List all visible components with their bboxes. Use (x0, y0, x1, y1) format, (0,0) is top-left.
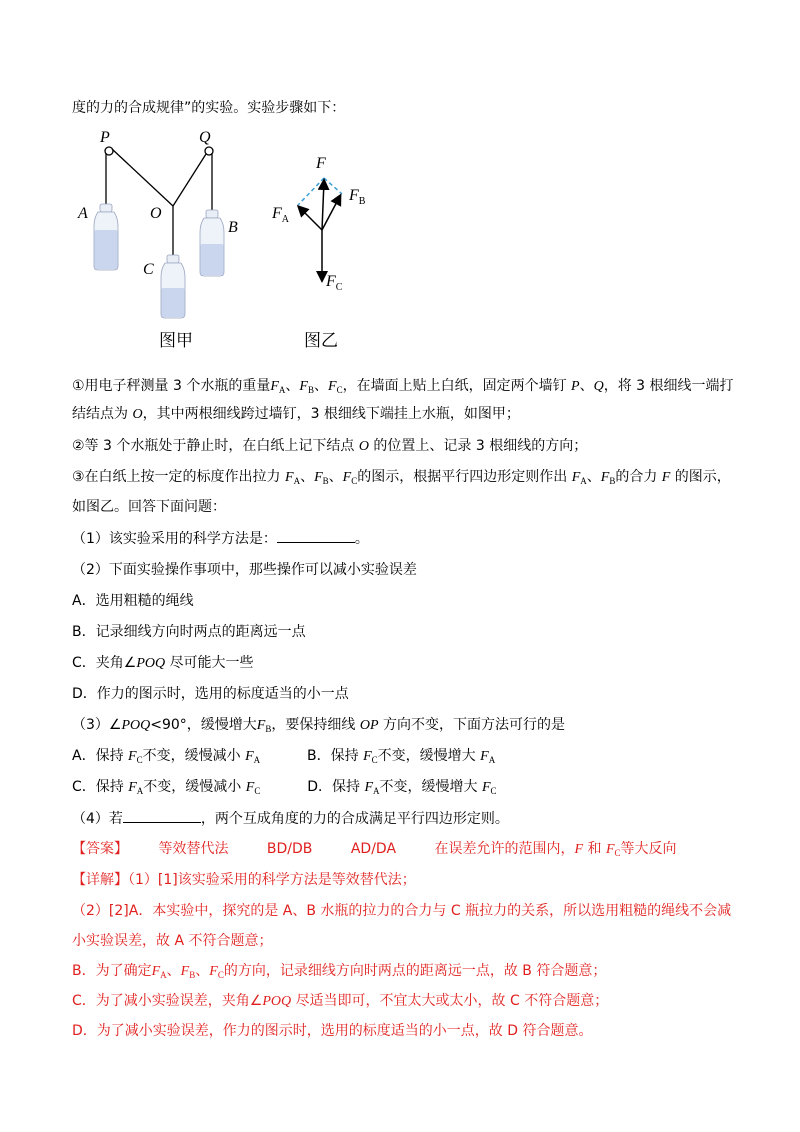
label-c: C (143, 261, 154, 278)
string-qo (173, 154, 206, 206)
options-3-row-1 (72, 746, 495, 770)
bottle-b (200, 210, 224, 276)
option-3d: D．保持 $F_A$不变，缓慢增大 $F_C$ (307, 779, 497, 796)
bottle-a (94, 204, 118, 270)
label-f: F (316, 155, 326, 172)
detail-line-5: C．为了减小实验误差，夹角∠POQ 尽适当即可，不宜太大或太小，故 C 不符合题意； (72, 993, 609, 1009)
caption-jia: 图甲 (159, 331, 193, 351)
step-3-line-1: ③在白纸上按一定的标度作出拉力 $F_A$、$F_B$、$F_C$的图示，根据平行四边形定则作出 $F_A$、$F_B$的合力 F 的图示， (72, 469, 731, 486)
detail-line-3: 小实验误差，故 A 不符合题意； (72, 933, 273, 949)
answer-line: 【答案】 等效替代法 BD/DB AD/DA 在误差允许的范围内，F 和 $F_C$等大反向 (72, 841, 677, 858)
option-2c: C．夹角∠POQ 尽可能大一些 (72, 655, 254, 671)
answer-blank-1[interactable] (277, 528, 355, 543)
vector-fa (299, 207, 322, 230)
step-3-line-2: 如图乙。回答下面问题： (72, 499, 226, 515)
option-3c: C．保持 $F_A$不变，缓慢减小 $F_C$ (72, 779, 261, 796)
label-fa: $F_A$ (272, 205, 290, 225)
question-3-stem: （3）∠POQ<90°，缓慢增大$F_B$，要保持细线 OP 方向不变，下面方法可行的是 (72, 717, 565, 734)
option-2b: B．记录细线方向时两点的距离远一点 (72, 624, 306, 640)
options-3-row-2 (72, 777, 497, 801)
label-p: P (100, 129, 110, 146)
label-a: A (78, 205, 88, 222)
detail-line-1: 【详解】（1）[1]该实验采用的科学方法是等效替代法； (72, 872, 416, 888)
option-2d: D．作力的图示时，选用的标度适当的小一点 (72, 686, 349, 702)
answer-blank-4[interactable] (123, 808, 201, 823)
intro-text: 度的力的合成规律”的实验。实验步骤如下： (72, 100, 346, 116)
step-1-line-2: 结结点为 O，其中两根细线跨过墙钉，3 根细线下端挂上水瓶，如图甲； (72, 406, 520, 422)
vector-fb (322, 196, 340, 230)
figure-area (72, 126, 372, 362)
string-po (112, 149, 173, 206)
detail-line-6: D．为了减小实验误差，作力的图示时，选用的标度适当的小一点，故 D 符合题意。 (72, 1023, 593, 1039)
option-2a: A．选用粗糙的绳线 (72, 593, 194, 609)
step-2-line: ②等 3 个水瓶处于静止时，在白纸上记下结点 O 的位置上、记录 3 根细线的方向； (72, 438, 588, 454)
caption-yi: 图乙 (304, 331, 338, 351)
bottle-c (161, 255, 185, 318)
label-b: B (228, 219, 238, 236)
question-4: （4）若 ，两个互成角度的力的合成满足平行四边形定则。 (72, 808, 509, 829)
dash-f-fb (324, 178, 342, 194)
label-fb: $F_B$ (349, 187, 366, 207)
option-3a: A．保持 $F_C$不变，缓慢减小 $F_A$ (72, 748, 261, 765)
dash-f-fa (298, 178, 324, 205)
option-3b: B．保持 $F_C$不变，缓慢增大 $F_A$ (307, 748, 496, 765)
label-q: Q (199, 129, 211, 146)
label-fc: $F_C$ (326, 273, 343, 293)
question-1: （1）该实验采用的科学方法是： 。 (72, 528, 369, 549)
detail-line-2: （2）[2]A．本实验中，探究的是 A、B 水瓶的拉力的合力与 C 瓶拉力的关系，所以选用粗糙的绳线不会减 (72, 903, 732, 919)
detail-line-4: B．为了确定$F_A$、$F_B$、$F_C$的方向，记录细线方向时两点的距离远一点，故 B 符合题意； (72, 963, 607, 980)
label-o: O (150, 205, 162, 222)
question-2-stem: （2）下面实验操作事项中，那些操作可以减小实验误差 (72, 562, 417, 578)
vector-f (322, 181, 324, 230)
step-1-line-1: ①用电子秤测量 3 个水瓶的重量$F_A$、$F_B$、$F_C$，在墙面上贴上白纸，固定两个墙钉 P、Q，将 3 根细线一端打 (72, 378, 734, 395)
